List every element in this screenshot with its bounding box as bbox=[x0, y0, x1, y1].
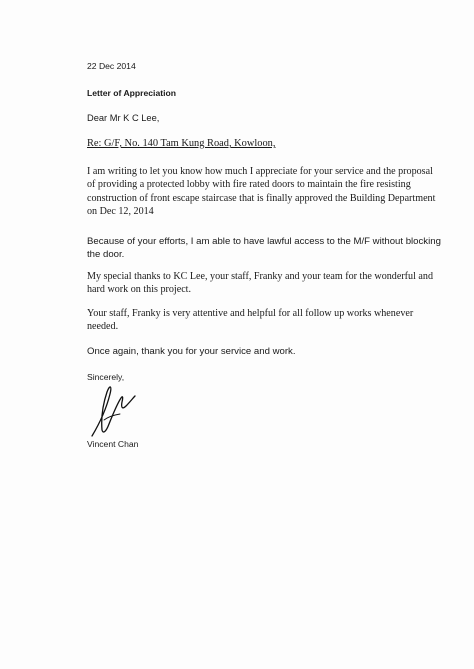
paragraph-appreciation bbox=[87, 165, 436, 218]
paragraph-line: Your staff, Franky is very attentive and helpful for all follow up works whenever bbox=[87, 308, 414, 319]
paragraph-line: the door. bbox=[87, 249, 125, 261]
letter-date: 22 Dec 2014 bbox=[87, 61, 136, 71]
property-reference: Re: G/F, No. 140 Tam Kung Road, Kowloon, bbox=[87, 138, 276, 149]
paragraph-thanks bbox=[87, 270, 433, 297]
paragraph-closing-thanks bbox=[87, 345, 427, 358]
paragraph-line: needed. bbox=[87, 321, 119, 333]
complimentary-close: Sincerely, bbox=[87, 372, 125, 382]
signatory-name: Vincent Chan bbox=[87, 439, 139, 449]
paragraph-line: construction of front escape staircase that is finally approved the Building Department bbox=[87, 192, 436, 204]
salutation: Dear Mr K C Lee, bbox=[87, 113, 160, 123]
paragraph-access bbox=[87, 235, 441, 262]
paragraph-line: hard work on this project. bbox=[87, 284, 191, 296]
paragraph-line: on Dec 12, 2014 bbox=[87, 205, 154, 217]
paragraph-line: My special thanks to KC Lee, your staff, Franky and your team for the wonderful and bbox=[87, 271, 433, 282]
paragraph-staff bbox=[87, 307, 427, 334]
paragraph-line: I am writing to let you know how much I appreciate for your service and the proposal bbox=[87, 166, 433, 177]
letter-subject: Letter of Appreciation bbox=[87, 88, 176, 98]
handwritten-signature bbox=[84, 380, 164, 440]
paragraph-line: Because of your efforts, I am able to have lawful access to the M/F without blocking bbox=[87, 236, 441, 247]
paragraph-line: of providing a protected lobby with fire rated doors to maintain the fire resisting bbox=[87, 179, 411, 191]
paragraph-line: Once again, thank you for your service and work. bbox=[87, 346, 296, 357]
